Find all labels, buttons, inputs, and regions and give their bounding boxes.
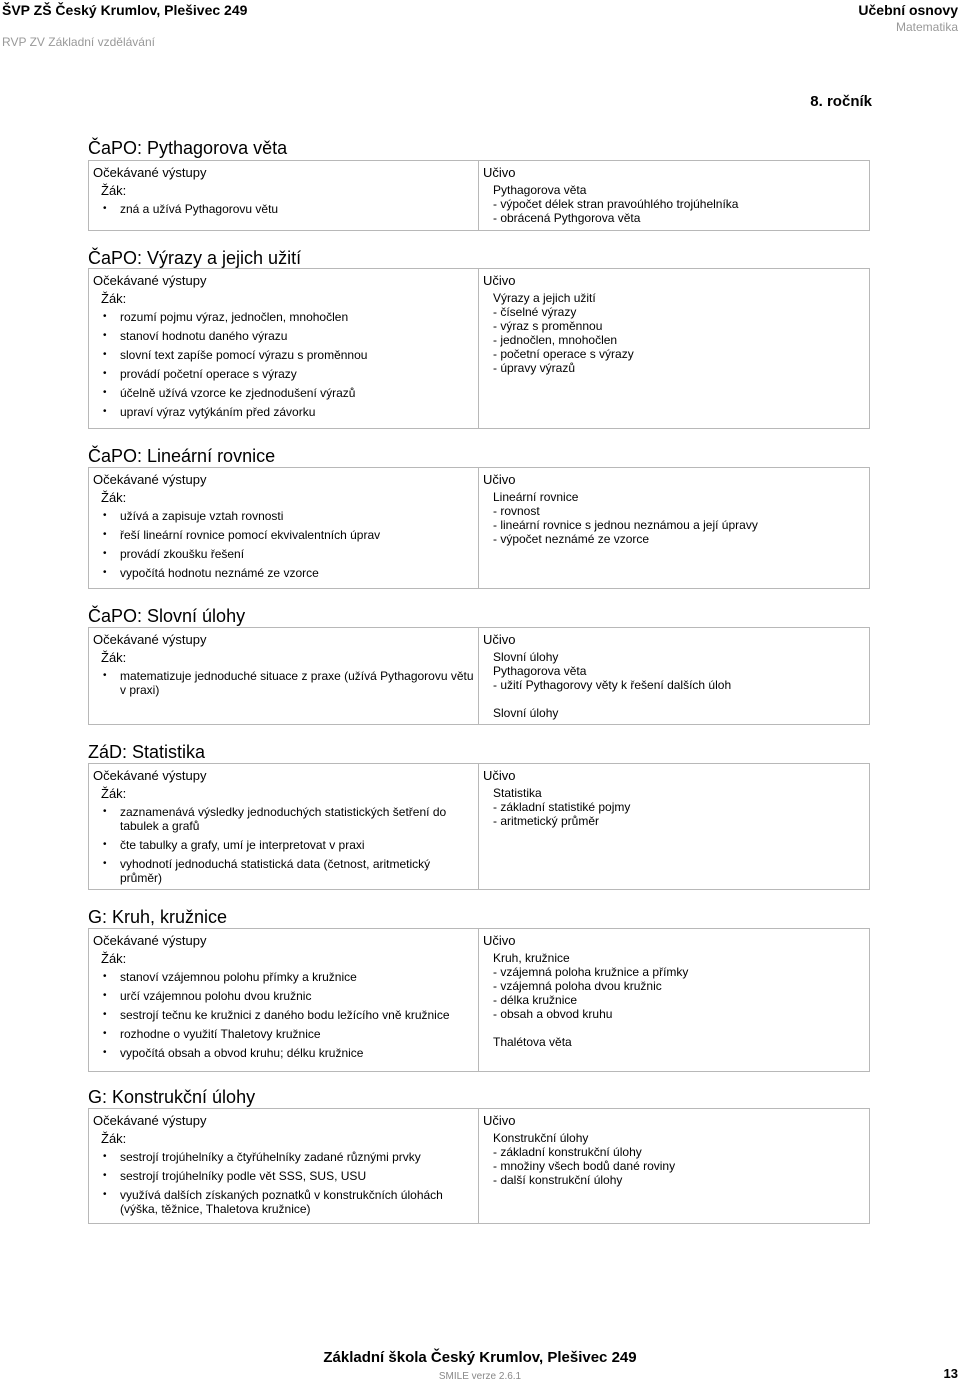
list-item: • rozhodne o využití Thaletovy kružnice	[103, 1027, 474, 1041]
curriculum-heading: Učivo	[483, 472, 516, 487]
outcomes-list	[93, 970, 474, 1060]
list-item: - výpočet délek stran pravoúhlého trojúhelníka	[493, 197, 739, 211]
list-item: • sestrojí tečnu ke kružnici z daného bodu ležícího vně kružnice	[103, 1008, 474, 1022]
outcomes-list	[93, 509, 474, 580]
list-item: - výraz s proměnnou	[493, 319, 603, 333]
list-item: Konstrukční úlohy	[493, 1131, 589, 1145]
list-item: • vypočítá hodnotu neznámé ze vzorce	[103, 566, 474, 580]
list-item: Slovní úlohy	[493, 650, 559, 664]
list-item: • matematizuje jednoduché situace z praxe (užívá Pythagorovu větu v praxi)	[103, 669, 474, 697]
list-item: • využívá dalších získaných poznatků v konstrukčních úlohách (výška, těžnice, Thaletova kružnice)	[103, 1188, 474, 1216]
list-item: - vzájemná poloha kružnice a přímky	[493, 965, 689, 979]
grade-label: 8. ročník	[810, 93, 872, 110]
section-table	[88, 763, 870, 890]
list-item: - lineární rovnice s jednou neznámou a její úpravy	[493, 518, 758, 532]
list-item: • účelně užívá vzorce ke zjednodušení výrazů	[103, 386, 474, 400]
outcomes-column	[89, 764, 479, 889]
subject-name: Matematika	[895, 20, 958, 34]
curriculum-column	[479, 468, 869, 588]
curriculum-column	[479, 929, 869, 1071]
list-item: • rozumí pojmu výraz, jednočlen, mnohočlen	[103, 310, 474, 324]
curriculum-list	[493, 1131, 865, 1187]
list-item: • zná a užívá Pythagorovu větu	[103, 202, 474, 216]
list-item: Thalétova věta	[493, 1035, 572, 1049]
outcomes-heading: Očekávané výstupy	[93, 165, 207, 180]
list-item: - aritmetický průměr	[493, 814, 600, 828]
curriculum-column	[479, 764, 869, 889]
list-item: Výrazy a jejich užití	[493, 291, 596, 305]
list-item: Pythagorova věta	[493, 664, 587, 678]
list-item	[493, 1021, 865, 1035]
list-item: Pythagorova věta	[493, 183, 587, 197]
outcomes-heading: Očekávané výstupy	[93, 933, 207, 948]
school-name: ŠVP ZŠ Český Krumlov, Plešivec 249	[2, 2, 248, 18]
list-item: - délka kružnice	[493, 993, 578, 1007]
outcomes-column	[89, 929, 479, 1071]
section-table	[88, 160, 870, 231]
list-item: • stanoví hodnotu daného výrazu	[103, 329, 474, 343]
section-title: ČaPO: Slovní úlohy	[88, 606, 246, 626]
list-item: • sestrojí trojúhelníky a čtyřúhelníky zadané různými prvky	[103, 1150, 474, 1164]
list-item: • zaznamenává výsledky jednoduchých statistických šetření do tabulek a grafů	[103, 805, 474, 833]
section-title: ČaPO: Lineární rovnice	[88, 446, 276, 466]
outcomes-heading: Očekávané výstupy	[93, 768, 207, 783]
list-item: • sestrojí trojúhelníky podle vět SSS, SUS, USU	[103, 1169, 474, 1183]
list-item: - rovnost	[493, 504, 540, 518]
pupil-label: Žák:	[101, 786, 127, 801]
outcomes-column	[89, 468, 479, 588]
outcomes-heading: Očekávané výstupy	[93, 632, 207, 647]
curriculum-column	[479, 1109, 869, 1223]
outcomes-list	[93, 310, 474, 419]
curriculum-list	[493, 650, 865, 720]
curriculum-list	[493, 951, 865, 1049]
section-table	[88, 268, 870, 429]
list-item: • užívá a zapisuje vztah rovnosti	[103, 509, 474, 523]
page-number: 13	[943, 1366, 958, 1381]
outcomes-list	[93, 669, 474, 697]
section-title: ČaPO: Pythagorova věta	[88, 138, 288, 158]
list-item: - další konstrukční úlohy	[493, 1173, 623, 1187]
outcomes-column	[89, 269, 479, 428]
list-item: - obrácená Pythgorova věta	[493, 211, 641, 225]
curriculum-heading: Učivo	[483, 1113, 516, 1128]
outcomes-list	[93, 805, 474, 885]
curriculum-heading: Učivo	[483, 165, 516, 180]
list-item: - vzájemná poloha dvou kružnic	[493, 979, 662, 993]
list-item: - obsah a obvod kruhu	[493, 1007, 613, 1021]
section-table	[88, 627, 870, 725]
list-item: - základní statistiké pojmy	[493, 800, 631, 814]
curriculum-list	[493, 490, 865, 546]
outcomes-heading: Očekávané výstupy	[93, 1113, 207, 1128]
pupil-label: Žák:	[101, 1131, 127, 1146]
curriculum-heading: Učivo	[483, 768, 516, 783]
outcomes-list	[93, 1150, 474, 1216]
curriculum-column	[479, 628, 869, 724]
document-title: Učební osnovy	[858, 2, 958, 18]
curriculum-list	[493, 786, 865, 828]
curriculum-heading: Učivo	[483, 273, 516, 288]
pupil-label: Žák:	[101, 951, 127, 966]
list-item: Statistika	[493, 786, 542, 800]
list-item: - úpravy výrazů	[493, 361, 576, 375]
list-item: Lineární rovnice	[493, 490, 579, 504]
section-table	[88, 1108, 870, 1224]
list-item: • slovní text zapíše pomocí výrazu s proměnnou	[103, 348, 474, 362]
list-item: - výpočet neznámé ze vzorce	[493, 532, 650, 546]
outcomes-column	[89, 1109, 479, 1223]
curriculum-list	[493, 183, 865, 225]
list-item: • upraví výraz vytýkáním před závorku	[103, 405, 474, 419]
list-item: - číselné výrazy	[493, 305, 577, 319]
section-table	[88, 928, 870, 1072]
list-item	[493, 692, 865, 706]
list-item: • stanoví vzájemnou polohu přímky a kružnice	[103, 970, 474, 984]
curriculum-column	[479, 161, 869, 230]
list-item: • určí vzájemnou polohu dvou kružnic	[103, 989, 474, 1003]
outcomes-heading: Očekávané výstupy	[93, 472, 207, 487]
list-item: - užití Pythagorovy věty k řešení dalších úloh	[493, 678, 732, 692]
list-item: • provádí zkoušku řešení	[103, 547, 474, 561]
list-item: - základní konstrukční úlohy	[493, 1145, 642, 1159]
curriculum-heading: Učivo	[483, 933, 516, 948]
outcomes-heading: Očekávané výstupy	[93, 273, 207, 288]
list-item: - množiny všech bodů dané roviny	[493, 1159, 676, 1173]
outcomes-column	[89, 628, 479, 724]
list-item: - početní operace s výrazy	[493, 347, 634, 361]
outcomes-list	[93, 202, 474, 216]
list-item: Kruh, kružnice	[493, 951, 570, 965]
software-version: SMILE verze 2.6.1	[438, 1371, 522, 1382]
curriculum-column	[479, 269, 869, 428]
list-item: • řeší lineární rovnice pomocí ekvivalentních úprav	[103, 528, 474, 542]
section-title: ČaPO: Výrazy a jejich užití	[88, 248, 302, 268]
outcomes-column	[89, 161, 479, 230]
pupil-label: Žák:	[101, 291, 127, 306]
program-name: RVP ZV Základní vzdělávání	[2, 35, 155, 49]
section-title: G: Konstrukční úlohy	[88, 1087, 256, 1107]
pupil-label: Žák:	[101, 650, 127, 665]
section-table	[88, 467, 870, 589]
footer-school: Základní škola Český Krumlov, Plešivec 249	[323, 1349, 637, 1366]
curriculum-list	[493, 291, 865, 375]
list-item: • vypočítá obsah a obvod kruhu; délku kružnice	[103, 1046, 474, 1060]
pupil-label: Žák:	[101, 183, 127, 198]
list-item: - jednočlen, mnohočlen	[493, 333, 618, 347]
list-item: • provádí početní operace s výrazy	[103, 367, 474, 381]
curriculum-heading: Učivo	[483, 632, 516, 647]
pupil-label: Žák:	[101, 490, 127, 505]
section-title: ZáD: Statistika	[88, 742, 206, 762]
list-item: • vyhodnotí jednoduchá statistická data (četnost, aritmetický průměr)	[103, 857, 474, 885]
section-title: G: Kruh, kružnice	[88, 907, 228, 927]
list-item: • čte tabulky a grafy, umí je interpretovat v praxi	[103, 838, 474, 852]
list-item: Slovní úlohy	[493, 706, 559, 720]
